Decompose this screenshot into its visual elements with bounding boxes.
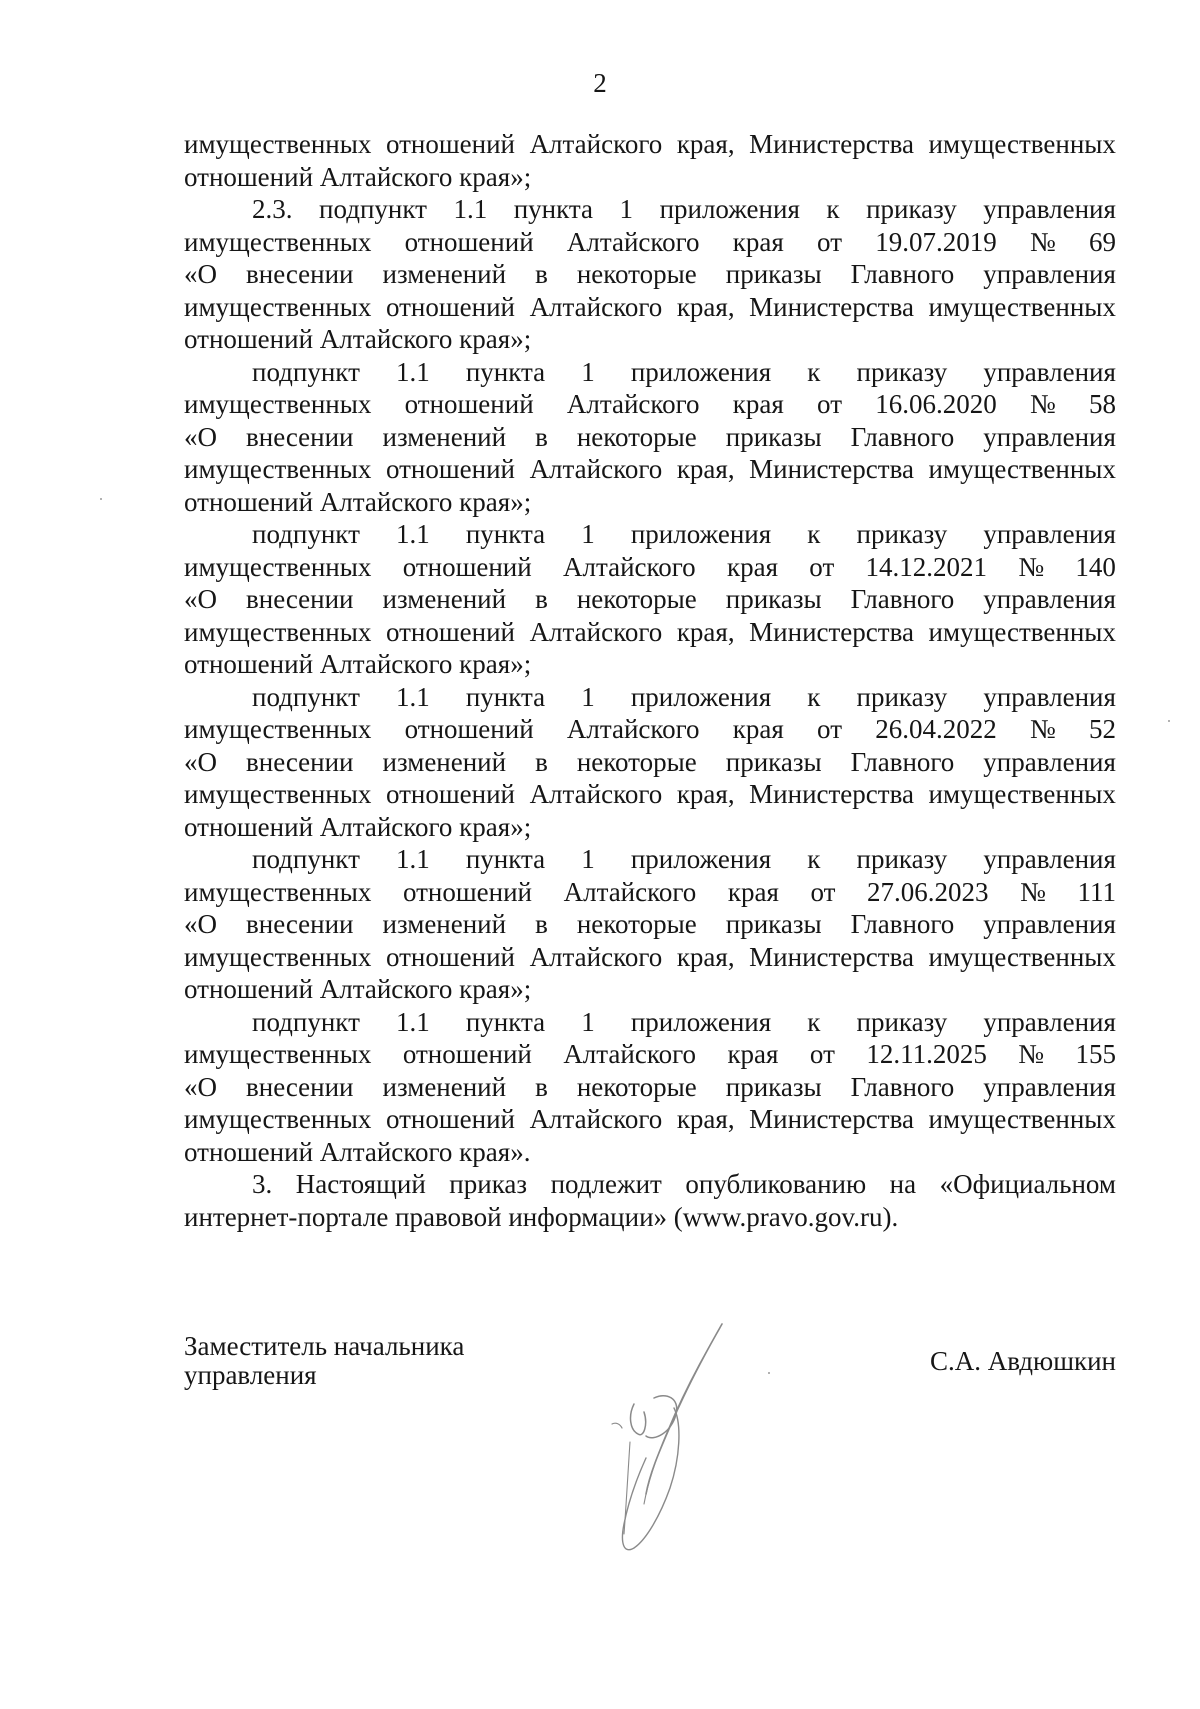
text-word: имущественных: [184, 616, 372, 647]
text-word: края: [727, 876, 779, 907]
text-line: отношений Алтайского края»;: [184, 649, 532, 679]
text-word: Главного: [850, 909, 955, 939]
text-line: [184, 128, 1116, 161]
text-word: управления: [983, 1006, 1116, 1037]
text-line: [184, 226, 1116, 259]
text-word: подпункт: [252, 519, 360, 549]
text-word: отношений: [404, 389, 534, 419]
text-word: внесении: [246, 421, 354, 452]
text-word: приказу: [856, 519, 948, 549]
text-word: 1: [581, 844, 595, 874]
text-word: к: [807, 681, 821, 712]
signatory-position: [184, 1332, 514, 1390]
text-word: управления: [983, 844, 1116, 874]
text-line: [184, 778, 1116, 811]
text-word: к: [807, 1006, 821, 1037]
text-word: отношений: [402, 551, 532, 582]
text-word: 52: [1088, 714, 1116, 744]
text-word: имущественных: [184, 551, 372, 582]
text-word: №: [1018, 551, 1045, 582]
text-word: управления: [983, 356, 1116, 387]
text-word: от: [809, 1039, 835, 1069]
text-line: [184, 616, 1116, 649]
text-word: приложения: [630, 1006, 772, 1037]
text-word: подпункт: [319, 194, 427, 224]
signatory-position-line: управления: [184, 1360, 317, 1390]
text-line: [184, 421, 1116, 454]
para-continuation: [184, 128, 1116, 193]
para-subitem-2020: [184, 356, 1116, 519]
text-word: внесении: [246, 259, 354, 289]
text-word: края: [727, 1039, 779, 1069]
text-word: №: [1029, 389, 1056, 419]
text-word: края,: [676, 616, 735, 647]
text-line: [252, 843, 1116, 876]
text-word: края: [726, 551, 778, 582]
para-subitem-2022: [184, 681, 1116, 844]
text-word: приказу: [866, 194, 957, 224]
text-word: Алтайского: [529, 941, 663, 972]
text-word: Алтайского: [566, 714, 700, 744]
scan-speck: [100, 498, 102, 500]
text-line: отношений Алтайского края».: [184, 1136, 531, 1167]
text-word: пункта: [465, 519, 546, 549]
text-word: отношений: [385, 454, 515, 484]
text-word: отношений: [385, 616, 515, 647]
text-word: 26.04.2022: [875, 714, 997, 744]
text-line: [184, 1038, 1116, 1071]
text-word: в: [535, 746, 548, 777]
text-word: «О: [184, 259, 217, 289]
text-word: края: [732, 389, 784, 419]
text-line: [184, 583, 1116, 616]
text-word: края,: [676, 941, 735, 972]
text-line: [252, 1168, 1116, 1201]
text-word: Министерства: [749, 1104, 914, 1134]
text-word: приказы: [725, 1071, 822, 1102]
text-word: Главного: [850, 1071, 955, 1102]
document-body: [184, 128, 1116, 1233]
text-word: подпункт: [252, 681, 360, 712]
text-word: пункта: [465, 844, 546, 874]
text-word: 58: [1088, 389, 1116, 419]
text-word: приложения: [659, 194, 800, 224]
text-word: 1.1: [395, 844, 430, 874]
text-word: Алтайского: [529, 291, 663, 322]
text-word: приказу: [856, 844, 948, 874]
text-word: в: [535, 1071, 548, 1102]
text-line: отношений Алтайского края»;: [184, 486, 532, 517]
text-word: имущественных: [928, 129, 1116, 159]
text-word: опубликованию: [685, 1169, 867, 1199]
text-word: приказы: [725, 584, 822, 614]
text-word: имущественных: [184, 714, 372, 744]
text-word: отношений: [404, 714, 534, 744]
signatory-name: С.А. Авдюшкин: [929, 1346, 1116, 1376]
text-word: подлежит: [550, 1169, 662, 1199]
para-item-3: [184, 1168, 1116, 1233]
text-word: пункта: [465, 356, 546, 387]
text-word: некоторые: [576, 259, 697, 289]
text-word: внесении: [246, 584, 354, 614]
text-word: Алтайского: [563, 551, 696, 582]
text-word: «О: [184, 746, 217, 777]
text-line: [184, 1103, 1116, 1136]
text-word: Главного: [850, 746, 955, 777]
text-word: имущественных: [928, 291, 1116, 322]
text-word: Алтайского: [529, 454, 663, 484]
text-word: имущественных: [184, 226, 372, 257]
text-word: изменений: [382, 259, 507, 289]
text-word: 27.06.2023: [867, 876, 989, 907]
text-word: 12.11.2025: [866, 1039, 987, 1069]
text-word: Алтайского: [566, 389, 700, 419]
text-word: от: [817, 226, 842, 257]
text-word: изменений: [382, 746, 507, 777]
signatory-position-line: Заместитель начальника: [184, 1331, 465, 1361]
text-word: внесении: [246, 909, 354, 939]
text-word: некоторые: [576, 909, 697, 939]
text-word: 1: [581, 356, 595, 387]
text-word: отношений: [385, 1104, 515, 1134]
text-word: Алтайского: [563, 876, 697, 907]
text-word: приказы: [725, 259, 822, 289]
text-line: [184, 876, 1116, 909]
text-word: «О: [184, 909, 217, 939]
text-line: [184, 908, 1116, 941]
text-word: от: [810, 876, 836, 907]
text-word: управления: [983, 519, 1116, 549]
text-word: от: [809, 551, 835, 582]
text-word: имущественных: [928, 941, 1116, 972]
text-word: Алтайского: [563, 1039, 696, 1069]
text-word: Министерства: [749, 129, 914, 159]
signature-block: [184, 1332, 1116, 1572]
text-word: приложения: [630, 681, 772, 712]
text-word: имущественных: [928, 1104, 1116, 1134]
text-word: пункта: [465, 1006, 546, 1037]
text-word: «О: [184, 1071, 217, 1102]
text-word: отношений: [404, 226, 534, 257]
text-word: 1.1: [395, 681, 430, 712]
text-word: приложения: [630, 844, 772, 874]
text-word: отношений: [385, 291, 515, 322]
text-word: управления: [983, 746, 1116, 777]
text-word: приказу: [856, 356, 948, 387]
text-line: [184, 291, 1116, 324]
text-word: пункта: [465, 681, 546, 712]
text-word: подпункт: [252, 1006, 360, 1037]
text-line: отношений Алтайского края»;: [184, 974, 532, 1004]
text-line: [184, 453, 1116, 486]
text-word: Главного: [850, 584, 955, 614]
text-word: управления: [983, 421, 1116, 452]
text-word: управления: [983, 259, 1116, 289]
text-word: приложения: [630, 519, 772, 549]
text-word: №: [1029, 714, 1056, 744]
text-word: приложения: [630, 356, 772, 387]
text-word: края,: [676, 454, 735, 484]
text-word: края,: [676, 779, 735, 809]
text-word: Алтайского: [529, 129, 663, 159]
text-word: внесении: [246, 1071, 354, 1102]
text-word: имущественных: [928, 616, 1116, 647]
text-word: имущественных: [184, 1104, 372, 1134]
text-line: [252, 518, 1116, 551]
text-word: 1: [581, 519, 595, 549]
text-line: отношений Алтайского края»;: [184, 161, 532, 192]
text-line: [252, 356, 1116, 389]
text-word: 16.06.2020: [875, 389, 997, 419]
text-word: приказу: [856, 1006, 948, 1037]
text-line: [252, 681, 1116, 714]
text-word: внесении: [246, 746, 354, 777]
text-word: изменений: [382, 421, 507, 452]
text-word: приказы: [725, 909, 822, 939]
text-word: в: [535, 259, 548, 289]
text-word: Министерства: [749, 941, 914, 972]
text-word: края,: [676, 291, 735, 322]
text-word: имущественных: [184, 291, 372, 322]
text-word: на: [889, 1169, 917, 1199]
text-line: [252, 193, 1116, 226]
text-word: 1.1: [453, 194, 488, 224]
text-word: приказу: [856, 681, 948, 712]
text-word: Алтайского: [529, 616, 663, 647]
text-word: «Официальном: [939, 1169, 1116, 1199]
text-word: 1.1: [395, 519, 430, 549]
text-word: Алтайского: [529, 779, 663, 809]
text-word: 14.12.2021: [865, 551, 988, 582]
para-item-2-3: [184, 193, 1116, 356]
scan-speck: [768, 1372, 770, 1374]
text-line: [184, 713, 1116, 746]
text-word: от: [817, 389, 842, 419]
scan-speck: [1168, 720, 1170, 722]
text-word: 155: [1075, 1039, 1116, 1069]
text-line: отношений Алтайского края»;: [184, 811, 532, 842]
text-word: имущественных: [184, 454, 372, 484]
text-word: Алтайского: [529, 1104, 663, 1134]
text-word: 3.: [252, 1169, 273, 1199]
text-word: 1: [581, 681, 595, 712]
text-word: некоторые: [576, 1071, 697, 1102]
text-word: к: [807, 844, 821, 874]
text-word: 111: [1077, 876, 1116, 907]
text-word: 1: [619, 194, 634, 224]
para-subitem-2021: [184, 518, 1116, 681]
text-word: №: [1020, 876, 1046, 907]
text-word: отношений: [385, 779, 515, 809]
text-line: [184, 258, 1116, 291]
text-word: Настоящий: [295, 1169, 426, 1199]
text-word: 1.1: [395, 1006, 430, 1037]
text-line: [184, 551, 1116, 584]
text-word: отношений: [385, 129, 515, 159]
text-line: [184, 746, 1116, 779]
text-word: края,: [676, 129, 735, 159]
text-word: приказы: [725, 421, 822, 452]
para-subitem-2025: [184, 1006, 1116, 1169]
para-subitem-2023: [184, 843, 1116, 1006]
text-word: изменений: [382, 584, 507, 614]
text-word: некоторые: [576, 421, 697, 452]
text-line: [184, 941, 1116, 974]
text-word: от: [817, 714, 842, 744]
text-word: подпункт: [252, 356, 360, 387]
text-word: края: [732, 226, 784, 257]
text-word: имущественных: [184, 1039, 372, 1069]
text-word: Министерства: [749, 454, 914, 484]
text-word: Министерства: [749, 779, 914, 809]
text-word: №: [1018, 1039, 1045, 1069]
text-word: Главного: [850, 259, 955, 289]
text-word: изменений: [382, 909, 507, 939]
text-word: 140: [1075, 551, 1116, 582]
text-word: в: [535, 584, 548, 614]
text-word: к: [807, 519, 821, 549]
text-line: [184, 388, 1116, 421]
text-word: изменений: [382, 1071, 507, 1102]
text-word: имущественных: [928, 779, 1116, 809]
text-word: 2.3.: [252, 194, 293, 224]
text-word: Алтайского: [566, 226, 700, 257]
text-word: управления: [983, 681, 1116, 712]
page-number: 2: [593, 68, 607, 98]
text-word: края: [732, 714, 784, 744]
text-word: некоторые: [576, 584, 697, 614]
text-word: некоторые: [576, 746, 697, 777]
text-word: приказ: [449, 1169, 528, 1199]
text-word: в: [535, 421, 548, 452]
text-line: отношений Алтайского края»;: [184, 324, 532, 354]
text-word: управления: [983, 1071, 1116, 1102]
text-word: имущественных: [928, 454, 1116, 484]
text-word: имущественных: [184, 129, 372, 159]
text-word: края,: [676, 1104, 735, 1134]
text-word: имущественных: [184, 779, 372, 809]
text-word: имущественных: [184, 389, 372, 419]
text-word: подпункт: [252, 844, 360, 874]
text-line: интернет-портале правовой информации» (www.pravo.gov.ru).: [184, 1201, 899, 1232]
text-word: имущественных: [184, 941, 372, 972]
text-word: Министерства: [749, 291, 914, 322]
text-word: Главного: [850, 421, 955, 452]
text-word: к: [826, 194, 840, 224]
text-word: пункта: [513, 194, 593, 224]
text-line: [184, 1071, 1116, 1104]
text-word: приказы: [725, 746, 822, 777]
text-word: 1.1: [395, 356, 430, 387]
text-word: отношений: [402, 1039, 532, 1069]
handwritten-signature: [594, 1312, 734, 1562]
text-word: «О: [184, 584, 217, 614]
text-word: к: [807, 356, 821, 387]
text-word: в: [535, 909, 548, 939]
text-word: управления: [983, 584, 1116, 614]
text-line: [252, 1006, 1116, 1039]
text-word: имущественных: [184, 876, 372, 907]
text-word: №: [1029, 226, 1056, 257]
text-word: 69: [1088, 226, 1116, 257]
text-word: отношений: [385, 941, 515, 972]
text-word: Министерства: [749, 616, 914, 647]
text-word: управления: [983, 909, 1116, 939]
text-word: 19.07.2019: [875, 226, 997, 257]
text-word: 1: [581, 1006, 595, 1037]
text-word: управления: [983, 194, 1116, 224]
text-word: «О: [184, 421, 217, 452]
text-word: отношений: [402, 876, 532, 907]
